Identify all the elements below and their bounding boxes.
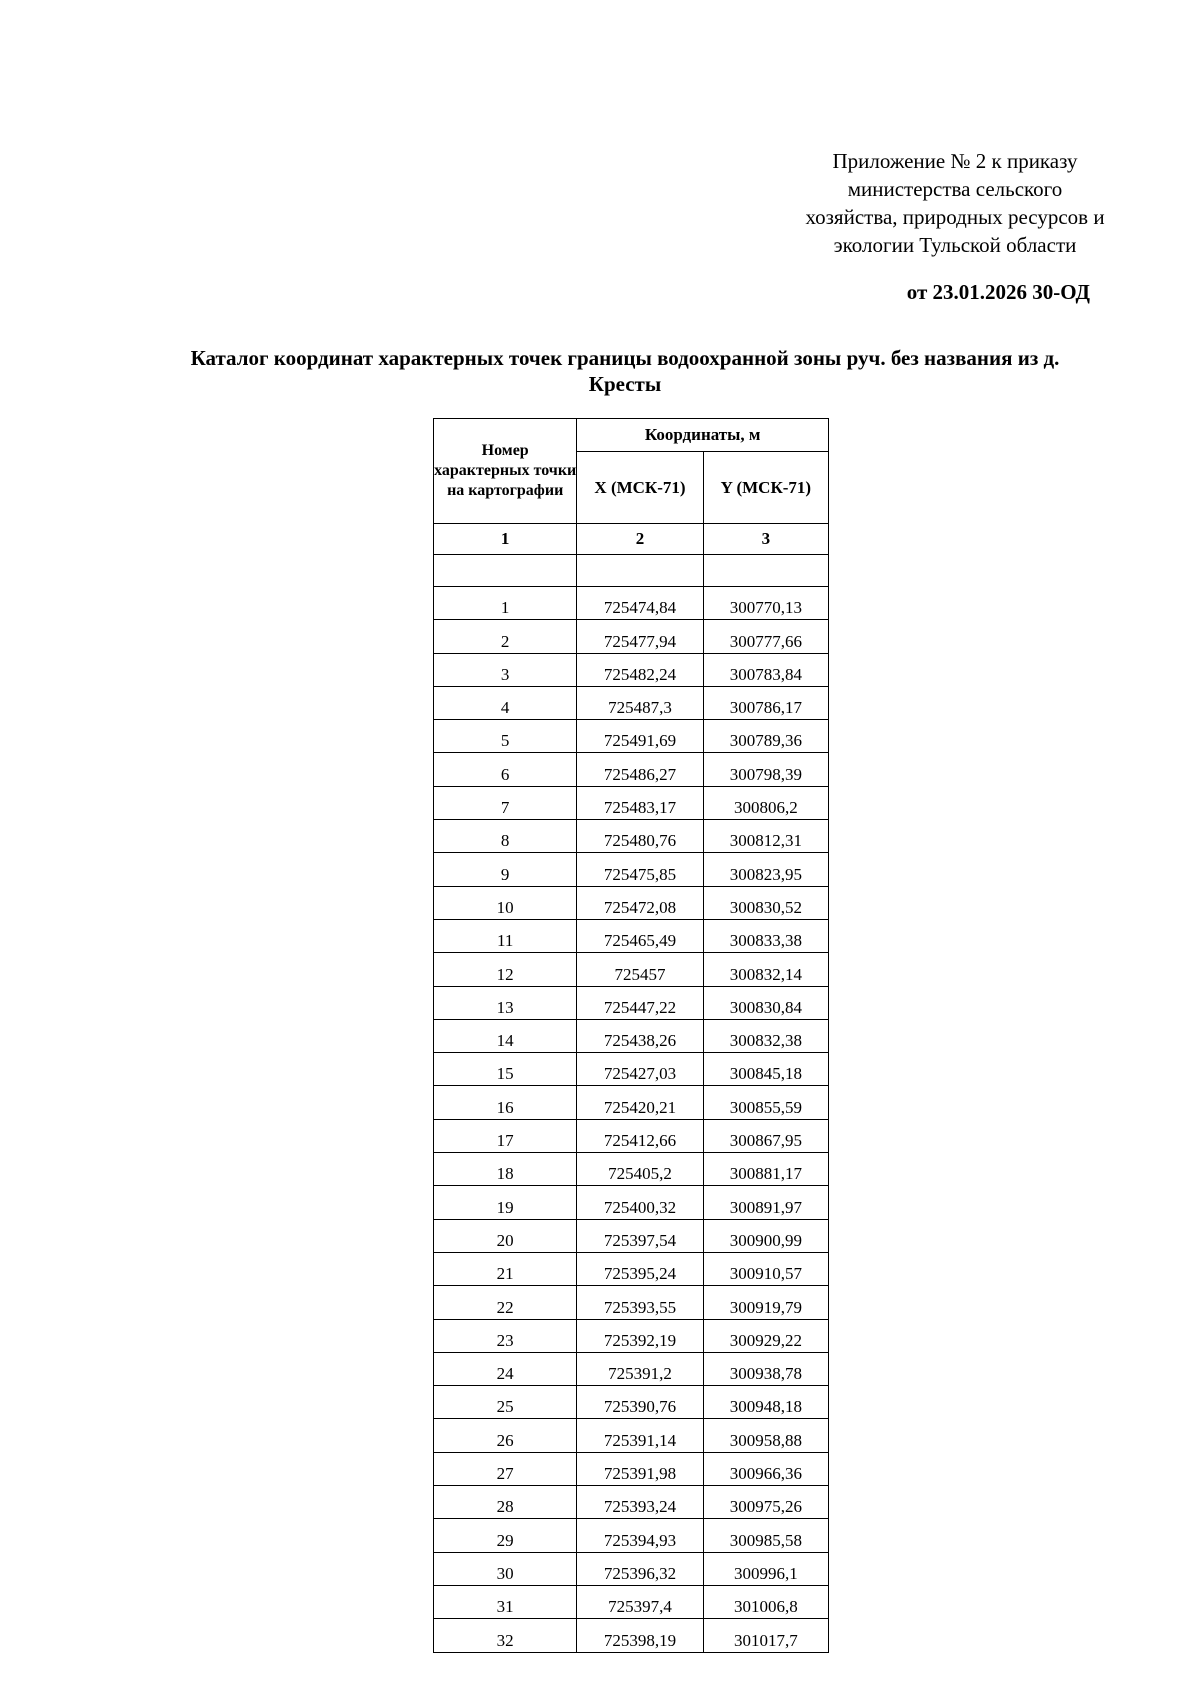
x-coordinate-cell: 725472,08 [577, 886, 703, 919]
x-coordinate-cell: 725391,2 [577, 1352, 703, 1385]
y-coordinate-cell: 300975,26 [703, 1486, 828, 1519]
point-number-cell: 15 [434, 1053, 577, 1086]
point-number-cell: 1 [434, 587, 577, 620]
table-row [434, 820, 829, 853]
table-row [434, 1352, 829, 1385]
point-number-cell: 19 [434, 1186, 577, 1219]
table-row [434, 753, 829, 786]
table-row [434, 1053, 829, 1086]
point-number-cell: 27 [434, 1452, 577, 1485]
x-coordinate-cell: 725396,32 [577, 1552, 703, 1585]
x-coordinate-cell: 725391,14 [577, 1419, 703, 1452]
x-coordinate-cell: 725486,27 [577, 753, 703, 786]
y-coordinate-cell: 300948,18 [703, 1386, 828, 1419]
x-coordinate-cell: 725397,4 [577, 1585, 703, 1618]
y-coordinate-cell: 300867,95 [703, 1119, 828, 1152]
point-number-cell: 20 [434, 1219, 577, 1252]
table-row [434, 1619, 829, 1652]
spacer-row [434, 555, 829, 587]
table-row [434, 953, 829, 986]
y-coordinate-cell: 300798,39 [703, 753, 828, 786]
point-number-cell: 9 [434, 853, 577, 886]
x-coordinate-cell: 725474,84 [577, 587, 703, 620]
table-row [434, 1086, 829, 1119]
appendix-line: хозяйства, природных ресурсов и [805, 205, 1105, 229]
y-coordinate-cell: 300786,17 [703, 686, 828, 719]
header-coordinates: Координаты, м [577, 419, 829, 452]
point-number-cell: 5 [434, 720, 577, 753]
x-coordinate-cell: 725390,76 [577, 1386, 703, 1419]
y-coordinate-cell: 300910,57 [703, 1252, 828, 1285]
x-coordinate-cell: 725482,24 [577, 653, 703, 686]
coordinates-table [433, 418, 829, 1653]
point-number-cell: 3 [434, 653, 577, 686]
y-coordinate-cell: 300919,79 [703, 1286, 828, 1319]
column-number-1: 1 [434, 524, 577, 555]
y-coordinate-cell: 300855,59 [703, 1086, 828, 1119]
table-row [434, 886, 829, 919]
x-coordinate-cell: 725394,93 [577, 1519, 703, 1552]
x-coordinate-cell: 725395,24 [577, 1252, 703, 1285]
point-number-cell: 18 [434, 1153, 577, 1186]
y-coordinate-cell: 300806,2 [703, 786, 828, 819]
table-row [434, 1419, 829, 1452]
y-coordinate-cell: 300789,36 [703, 720, 828, 753]
y-coordinate-cell: 300830,84 [703, 986, 828, 1019]
y-coordinate-cell: 300783,84 [703, 653, 828, 686]
column-number-3: 3 [703, 524, 828, 555]
x-coordinate-cell: 725392,19 [577, 1319, 703, 1352]
y-coordinate-cell: 300823,95 [703, 853, 828, 886]
spacer-cell [434, 555, 577, 587]
title-line-1: Каталог координат характерных точек границы водоохранной зоны руч. без названия из д. [190, 346, 1060, 370]
table-row [434, 1286, 829, 1319]
point-number-cell: 31 [434, 1585, 577, 1618]
point-number-cell: 2 [434, 620, 577, 653]
x-coordinate-cell: 725477,94 [577, 620, 703, 653]
y-coordinate-cell: 300958,88 [703, 1419, 828, 1452]
x-coordinate-cell: 725483,17 [577, 786, 703, 819]
point-number-cell: 11 [434, 919, 577, 952]
point-number-cell: 16 [434, 1086, 577, 1119]
table-row [434, 1386, 829, 1419]
y-coordinate-cell: 301006,8 [703, 1585, 828, 1618]
x-coordinate-cell: 725393,55 [577, 1286, 703, 1319]
table-row [434, 919, 829, 952]
point-number-cell: 23 [434, 1319, 577, 1352]
point-number-cell: 24 [434, 1352, 577, 1385]
y-coordinate-cell: 300985,58 [703, 1519, 828, 1552]
point-number-cell: 6 [434, 753, 577, 786]
y-coordinate-cell: 300832,38 [703, 1019, 828, 1052]
y-coordinate-cell: 300770,13 [703, 587, 828, 620]
x-coordinate-cell: 725391,98 [577, 1452, 703, 1485]
table-row [434, 1319, 829, 1352]
x-coordinate-cell: 725405,2 [577, 1153, 703, 1186]
y-coordinate-cell: 300845,18 [703, 1053, 828, 1086]
table-row [434, 720, 829, 753]
order-date-number: от 23.01.2026 30-ОД [906, 280, 1090, 304]
table-row [434, 1486, 829, 1519]
table-row [434, 1119, 829, 1152]
table-row [434, 1019, 829, 1052]
x-coordinate-cell: 725398,19 [577, 1619, 703, 1652]
table-row [434, 986, 829, 1019]
x-coordinate-cell: 725393,24 [577, 1486, 703, 1519]
document-title [160, 345, 1090, 397]
y-coordinate-cell: 301017,7 [703, 1619, 828, 1652]
point-number-cell: 12 [434, 953, 577, 986]
y-coordinate-cell: 300881,17 [703, 1153, 828, 1186]
table-row [434, 853, 829, 886]
y-coordinate-cell: 300832,14 [703, 953, 828, 986]
x-coordinate-cell: 725400,32 [577, 1186, 703, 1219]
table-row [434, 620, 829, 653]
table-row [434, 1153, 829, 1186]
header-x: X (МСК-71) [577, 452, 703, 524]
appendix-line: министерства сельского [847, 177, 1063, 201]
x-coordinate-cell: 725487,3 [577, 686, 703, 719]
point-number-cell: 14 [434, 1019, 577, 1052]
x-coordinate-cell: 725420,21 [577, 1086, 703, 1119]
appendix-block [770, 147, 1140, 259]
y-coordinate-cell: 300891,97 [703, 1186, 828, 1219]
header-point-number: Номер характерных точки на картографии [434, 419, 577, 524]
x-coordinate-cell: 725412,66 [577, 1119, 703, 1152]
table-body [434, 555, 829, 1653]
y-coordinate-cell: 300812,31 [703, 820, 828, 853]
point-number-cell: 17 [434, 1119, 577, 1152]
y-coordinate-cell: 300966,36 [703, 1452, 828, 1485]
title-line-2: Кресты [588, 372, 662, 396]
table-row [434, 653, 829, 686]
point-number-cell: 22 [434, 1286, 577, 1319]
point-number-cell: 7 [434, 786, 577, 819]
point-number-cell: 13 [434, 986, 577, 1019]
table-row [434, 1452, 829, 1485]
y-coordinate-cell: 300996,1 [703, 1552, 828, 1585]
column-number-2: 2 [577, 524, 703, 555]
spacer-cell [703, 555, 828, 587]
table-row [434, 1219, 829, 1252]
x-coordinate-cell: 725447,22 [577, 986, 703, 1019]
point-number-cell: 8 [434, 820, 577, 853]
x-coordinate-cell: 725475,85 [577, 853, 703, 886]
appendix-line: Приложение № 2 к приказу [832, 149, 1078, 173]
y-coordinate-cell: 300900,99 [703, 1219, 828, 1252]
header-y: Y (МСК-71) [703, 452, 828, 524]
y-coordinate-cell: 300777,66 [703, 620, 828, 653]
x-coordinate-cell: 725480,76 [577, 820, 703, 853]
table-row [434, 686, 829, 719]
point-number-cell: 25 [434, 1386, 577, 1419]
table-row [434, 1585, 829, 1618]
y-coordinate-cell: 300938,78 [703, 1352, 828, 1385]
spacer-cell [577, 555, 703, 587]
x-coordinate-cell: 725397,54 [577, 1219, 703, 1252]
table-row [434, 1552, 829, 1585]
appendix-line: экологии Тульской области [833, 233, 1077, 257]
point-number-cell: 28 [434, 1486, 577, 1519]
table-row [434, 1186, 829, 1219]
x-coordinate-cell: 725491,69 [577, 720, 703, 753]
x-coordinate-cell: 725427,03 [577, 1053, 703, 1086]
y-coordinate-cell: 300833,38 [703, 919, 828, 952]
table-row [434, 1252, 829, 1285]
x-coordinate-cell: 725465,49 [577, 919, 703, 952]
point-number-cell: 30 [434, 1552, 577, 1585]
table-row [434, 786, 829, 819]
point-number-cell: 29 [434, 1519, 577, 1552]
point-number-cell: 4 [434, 686, 577, 719]
table-row [434, 587, 829, 620]
point-number-cell: 10 [434, 886, 577, 919]
table-row [434, 1519, 829, 1552]
point-number-cell: 26 [434, 1419, 577, 1452]
point-number-cell: 21 [434, 1252, 577, 1285]
y-coordinate-cell: 300929,22 [703, 1319, 828, 1352]
x-coordinate-cell: 725438,26 [577, 1019, 703, 1052]
y-coordinate-cell: 300830,52 [703, 886, 828, 919]
x-coordinate-cell: 725457 [577, 953, 703, 986]
point-number-cell: 32 [434, 1619, 577, 1652]
